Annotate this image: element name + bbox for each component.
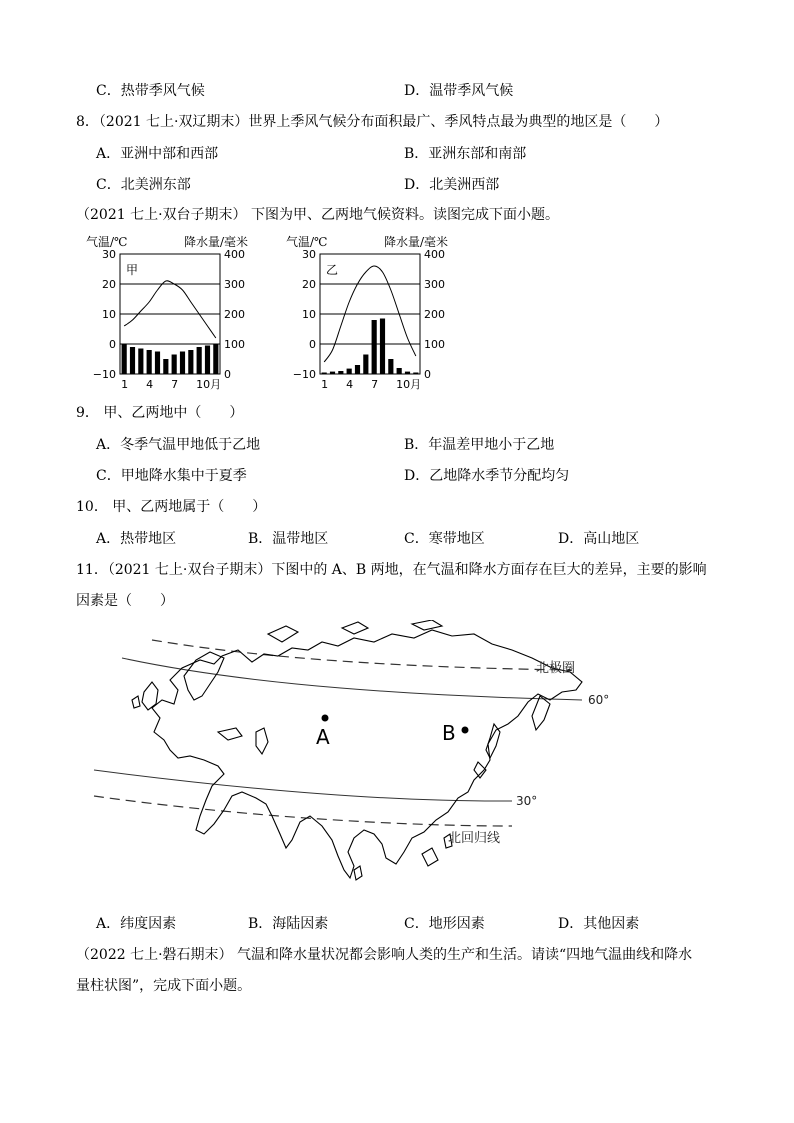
right-tick-label: 300 [424,278,445,291]
q8-stem: 8．（2021 七上·双辽期末）世界上季风气候分布面积最广、季风特点最为典型的地区是（ ） [76,114,669,130]
british-isles [132,682,158,710]
left-tick-label: 20 [302,278,316,291]
left-tick-label: −10 [92,368,116,381]
precip-bar [197,347,202,374]
precip-bar [180,352,185,375]
precip-bar [122,344,127,374]
latitude-30-line [94,770,512,801]
precip-bar [405,372,410,374]
precip-bar [397,368,402,374]
right-tick-label: 400 [424,248,445,261]
q8-option-b: B．亚洲东部和南部 [404,146,527,162]
right-tick-label: 300 [224,278,245,291]
right-tick-label: 100 [424,338,445,351]
q11-stem-line1: 11．（2021 七上·双台子期末）下图中的 A、B 两地，在气温和降水方面存在巨大的差异，主要的影响 [76,562,707,578]
chart-title: 甲 [126,263,139,277]
latitude-60-label: 60° [588,693,610,707]
precip-bar [338,371,343,374]
precip-bar [155,352,160,375]
left-tick-label: 10 [302,308,316,321]
right-tick-label: 200 [424,308,445,321]
precip-bar [413,373,418,375]
x-tick-label: 1 [321,378,329,391]
left-axis-title: 气温/℃ [286,235,328,249]
precip-bar [147,350,152,374]
point-a-marker [322,715,329,722]
q11-stem-line2: 因素是（ ） [76,593,174,609]
left-tick-label: 30 [102,248,116,261]
right-tick-label: 400 [224,248,245,261]
left-tick-label: 0 [109,338,116,351]
q10-option-b: B．温带地区 [248,531,329,547]
climate-chart-jia [86,232,266,394]
q11-option-a: A．纬度因素 [96,916,177,932]
chart-title: 乙 [326,263,339,277]
q11-option-b: B．海陆因素 [248,916,329,932]
left-tick-label: 10 [102,308,116,321]
q9-option-b: B．年温差甲地小于乙地 [404,437,555,453]
precip-bar [188,350,193,374]
arctic-circle-line [152,640,572,670]
q10-stem: 10． 甲、乙两地属于（ ） [76,499,267,515]
black-sea [218,728,242,740]
climate-chart-yi [286,232,466,394]
x-tick-label: 1 [121,378,129,391]
right-axis-title: 降水量/毫米 [184,235,249,249]
point-b-label: B [442,721,456,745]
q9-option-d: D．乙地降水季节分配均匀 [404,468,570,484]
q10-option-c: C．寒带地区 [404,531,485,547]
right-tick-label: 100 [224,338,245,351]
left-tick-label: 30 [302,248,316,261]
q10-option-d: D．高山地区 [558,531,640,547]
q8-option-d: D．北美洲西部 [404,177,500,193]
point-a-label: A [316,725,330,749]
q9-option-c: C．甲地降水集中于夏季 [96,468,247,484]
intro-next-line2: 量柱状图”，完成下面小题。 [76,978,252,994]
q8-option-c: C．北美洲东部 [96,177,191,193]
q8-option-a: A．亚洲中部和西部 [96,146,219,162]
kamchatka [532,696,550,730]
q7-option-c: C．热带季风气候 [96,83,205,99]
intro-q9-10: （2021 七上·双台子期末） 下图为甲、乙两地气候资料。读图完成下面小题。 [76,207,559,223]
precip-bar [172,355,177,375]
eurasia-landmass [152,630,582,878]
x-tick-label: 10月 [396,378,422,391]
tropic-of-cancer-label: 北回归线 [448,831,501,846]
precip-bar [363,355,368,375]
eurasia-map [92,620,612,885]
q9-stem: 9． 甲、乙两地中（ ） [76,405,244,421]
precip-bar [205,346,210,375]
q9-option-a: A．冬季气温甲地低于乙地 [96,437,261,453]
q10-option-a: A．热带地区 [96,531,177,547]
right-tick-label: 0 [424,368,431,381]
right-tick-label: 0 [224,368,231,381]
right-axis-title: 降水量/毫米 [384,235,449,249]
precip-bar [138,349,143,375]
q11-option-d: D．其他因素 [558,916,640,932]
left-tick-label: 0 [309,338,316,351]
x-tick-label: 4 [346,378,354,391]
latitude-30-label: 30° [516,794,538,808]
precip-bar [380,319,385,375]
sri-lanka [354,866,362,880]
x-tick-label: 7 [171,378,179,391]
left-tick-label: 20 [102,278,116,291]
japan [474,724,500,778]
right-tick-label: 200 [224,308,245,321]
left-tick-label: −10 [292,368,316,381]
arctic-circle-label: 北极圈 [536,661,576,676]
precip-bar [130,347,135,374]
q11-option-c: C．地形因素 [404,916,485,932]
point-b-marker [462,727,469,734]
precip-bar [163,359,168,374]
x-tick-label: 4 [146,378,154,391]
q7-option-d: D．温带季风气候 [404,83,514,99]
precip-bar [355,365,360,374]
x-tick-label: 7 [371,378,379,391]
precip-bar [322,373,327,375]
temperature-line [124,281,216,338]
precip-bar [330,372,335,374]
scandinavia [184,652,224,700]
x-tick-label: 10月 [196,378,222,391]
precip-bar [372,320,377,374]
intro-next-line1: （2022 七上·磐石期末） 气温和降水量状况都会影响人类的生产和生活。请读“四地气温曲线和降水 [76,947,693,963]
precip-bar [213,344,218,374]
caspian-sea [256,728,268,754]
left-axis-title: 气温/℃ [86,235,128,249]
precip-bar [388,359,393,374]
precip-bar [347,369,352,374]
